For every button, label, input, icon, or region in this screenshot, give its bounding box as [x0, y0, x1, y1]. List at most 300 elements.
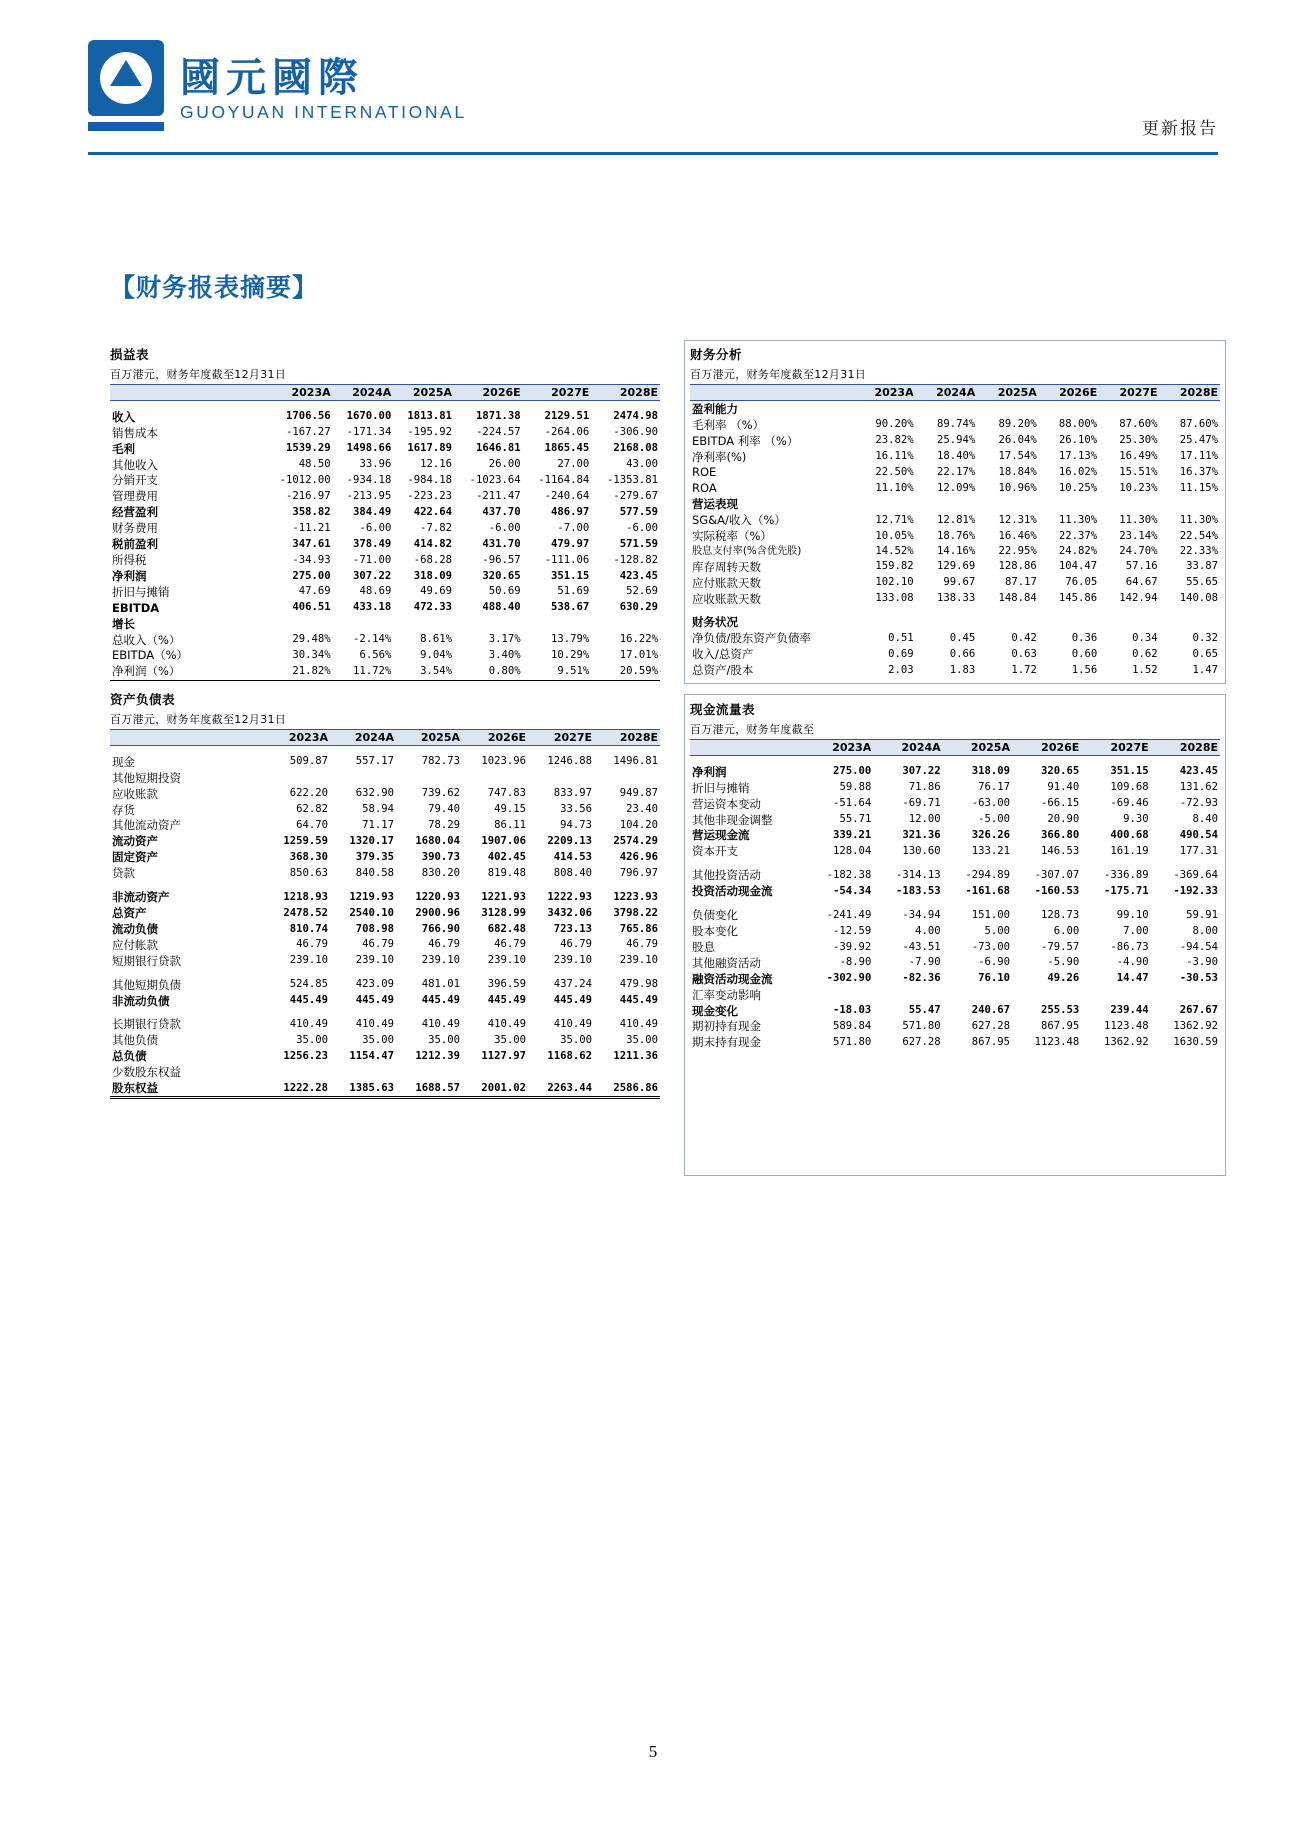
cell: 102.10: [875, 576, 914, 589]
cell: 1154.47: [349, 1049, 394, 1062]
cell: 22.37%: [1058, 529, 1098, 542]
cell: 239.10: [619, 954, 658, 967]
cell: 11.10%: [875, 481, 914, 494]
cell: 22.33%: [1179, 545, 1218, 558]
cell: 159.82: [875, 560, 914, 573]
cell: -1353.81: [606, 474, 658, 487]
cell: 130.60: [902, 844, 941, 857]
row-label: 分销开支: [112, 473, 158, 488]
cell: -984.18: [407, 474, 453, 487]
cell: 479.97: [551, 537, 590, 550]
table-row: [110, 616, 660, 632]
cell: 1222.28: [264, 1080, 330, 1097]
company-logo: [88, 40, 164, 116]
cell: -51.64: [833, 797, 872, 810]
cell: -1023.64: [469, 474, 521, 487]
cell: 58.94: [362, 803, 394, 816]
cell: 402.45: [487, 850, 526, 863]
cell: 2900.96: [415, 906, 460, 919]
col-head-3: 2025A: [396, 730, 462, 746]
cell: 782.73: [421, 755, 460, 768]
cell: 55.71: [839, 813, 872, 826]
cell: -192.33: [1173, 884, 1218, 897]
table-row: [110, 584, 660, 600]
cell: -241.49: [826, 908, 872, 921]
cell: [462, 1065, 528, 1081]
table-header-row: [110, 730, 660, 746]
cell: 240.67: [971, 1004, 1010, 1017]
table-row: [110, 505, 660, 521]
row-label: 其他短期投资: [112, 770, 181, 785]
row-label: 其他投资活动: [692, 868, 761, 883]
logo-chinese-name: 國元國際: [180, 55, 364, 101]
row-label: 总负债: [112, 1049, 147, 1064]
cell: 49.26: [1047, 972, 1080, 985]
row-label: 流动负债: [112, 921, 158, 936]
table-row: [110, 600, 660, 616]
cell: [462, 770, 528, 786]
cell: 8.00: [1192, 924, 1218, 937]
cell: 850.63: [289, 866, 328, 879]
cell: -6.00: [359, 521, 392, 534]
cell: 1023.96: [481, 755, 526, 768]
cell: 524.85: [289, 978, 328, 991]
cell: 4.00: [915, 924, 941, 937]
cell: 481.01: [421, 978, 460, 991]
table-row: [110, 905, 660, 921]
cell: 87.60%: [1179, 418, 1218, 431]
cell: 145.86: [1058, 592, 1098, 605]
row-label: 净利润: [112, 568, 147, 583]
row-label: 其他短期负债: [112, 977, 181, 992]
cell: 20.59%: [591, 664, 660, 680]
cell: -68.28: [413, 553, 453, 566]
cell: 622.20: [289, 787, 328, 800]
cell: -1012.00: [279, 474, 331, 487]
spacer: [110, 746, 660, 755]
cell: 1.56: [1071, 663, 1098, 676]
document-type-label: 更新报告: [1142, 119, 1218, 139]
cell: -175.71: [1103, 884, 1149, 897]
cell: 796.97: [619, 866, 658, 879]
row-label: 实际税率（%）: [692, 529, 772, 544]
cell: 1320.17: [349, 834, 394, 847]
cell: 1168.62: [547, 1049, 592, 1062]
cell: -12.59: [833, 924, 872, 937]
cell: -71.00: [353, 553, 392, 566]
cell: -306.90: [613, 426, 658, 439]
cell: 10.29%: [551, 649, 590, 662]
cell: 723.13: [553, 922, 592, 935]
cell: 2574.29: [613, 834, 658, 847]
cell: 23.82%: [875, 434, 914, 447]
cell: 14.52%: [875, 545, 914, 558]
cell: 410.49: [289, 1018, 328, 1031]
cell: 318.09: [971, 765, 1010, 778]
cell: -86.73: [1110, 940, 1149, 953]
cell: 23.14%: [1119, 529, 1158, 542]
row-label: 收入/总资产: [692, 647, 754, 662]
cell: 99.10: [1116, 908, 1149, 921]
row-label: EBITDA: [112, 600, 160, 615]
cell: -128.82: [613, 553, 658, 566]
cell: 18.84%: [998, 466, 1037, 479]
cell: 30.34%: [292, 649, 331, 662]
cell: 682.48: [487, 922, 526, 935]
cell: -160.53: [1034, 884, 1080, 897]
cell: [591, 616, 660, 632]
col-head-1: 2023A: [264, 730, 330, 746]
cell: 22.54%: [1179, 529, 1218, 542]
table-row: [110, 802, 660, 818]
cell: 708.98: [355, 922, 394, 935]
cell: 35.00: [362, 1033, 394, 1046]
cell: 43.00: [626, 458, 658, 471]
cell: 21.82%: [264, 664, 333, 680]
cell: 1706.56: [285, 410, 331, 423]
cell: 9.04%: [420, 649, 453, 662]
cell: 6.00: [1053, 924, 1080, 937]
cell: 867.95: [971, 1035, 1010, 1048]
financial-analysis-title: 财务分析: [690, 347, 743, 362]
cell: 318.09: [413, 569, 453, 582]
cell: 433.18: [353, 601, 392, 614]
cell: 10.23%: [1119, 481, 1158, 494]
cell: 1680.04: [415, 834, 460, 847]
cell: -94.54: [1179, 940, 1218, 953]
cell: 765.86: [619, 922, 658, 935]
col-head-5: 2027E: [528, 730, 594, 746]
col-head-5: 2027E: [523, 385, 592, 401]
cell: 867.95: [1041, 1020, 1080, 1033]
cell: 423.45: [1179, 765, 1218, 778]
cell: 46.79: [296, 938, 328, 951]
spacer: [110, 969, 660, 977]
cell: -30.53: [1179, 972, 1218, 985]
cash-flow-title: 现金流量表: [690, 702, 756, 717]
cell: -39.92: [833, 940, 872, 953]
cell: 16.11%: [875, 450, 914, 463]
table-row: [110, 632, 660, 648]
cell: -66.15: [1041, 797, 1080, 810]
col-head-6: 2028E: [1151, 740, 1220, 756]
cell: -302.90: [826, 972, 872, 985]
table-row: [110, 1049, 660, 1065]
cell: -111.06: [544, 553, 590, 566]
cell: [264, 1065, 330, 1081]
row-label: 期初持有现金: [692, 1019, 761, 1034]
cell: -18.03: [833, 1004, 872, 1017]
cell: 35.00: [428, 1033, 460, 1046]
row-label: 净利率(%): [692, 449, 747, 464]
cell: 239.10: [355, 954, 394, 967]
header-divider: [88, 152, 1218, 155]
cell: 1123.48: [1103, 1020, 1149, 1033]
cell: 414.53: [553, 850, 592, 863]
cell: 1259.59: [283, 834, 328, 847]
col-head-2: 2024A: [873, 740, 942, 756]
col-head-6: 2028E: [591, 385, 660, 401]
cell: 129.69: [936, 560, 976, 573]
cell: 410.49: [421, 1018, 460, 1031]
cell: -8.90: [839, 956, 872, 969]
cell: 109.68: [1110, 781, 1149, 794]
cell: 423.09: [355, 978, 394, 991]
cell: 14.16%: [936, 545, 976, 558]
cell: 351.15: [1110, 765, 1149, 778]
cell: 445.49: [487, 994, 526, 1007]
cell: 1871.38: [476, 410, 521, 423]
cell: -54.34: [833, 884, 872, 897]
table-row: [110, 754, 660, 770]
table-row: [110, 890, 660, 906]
row-label: 股东权益: [110, 1080, 264, 1097]
cell: 1256.23: [283, 1049, 328, 1062]
cell: 320.65: [1041, 765, 1080, 778]
row-label: 资本开支: [692, 844, 738, 859]
cell: 8.61%: [420, 633, 453, 646]
cell: 1.83: [949, 663, 976, 676]
cell: -69.46: [1110, 797, 1149, 810]
cell: 1211.36: [613, 1049, 658, 1062]
cell: -264.06: [544, 426, 590, 439]
cell: [528, 1065, 594, 1081]
cell: 538.67: [551, 601, 590, 614]
cell: 949.87: [619, 787, 658, 800]
cell: 630.29: [619, 601, 658, 614]
cell: 808.40: [553, 866, 592, 879]
cell: 445.49: [421, 994, 460, 1007]
cell: 239.10: [289, 954, 328, 967]
row-label: 净负债/股东资产负债率: [692, 631, 811, 646]
cell: 26.00: [488, 458, 521, 471]
cell: 7.00: [1123, 924, 1149, 937]
cell: 35.00: [626, 1033, 658, 1046]
table-row: [110, 818, 660, 834]
cell: [523, 616, 592, 632]
cell: -73.00: [971, 940, 1010, 953]
row-label: 短期银行贷款: [112, 953, 181, 968]
financial-analysis-border: [684, 340, 1226, 684]
cell: -5.90: [1047, 956, 1080, 969]
cell: 89.74%: [936, 418, 976, 431]
cell: 326.26: [971, 829, 1010, 842]
cell: -7.00: [557, 521, 590, 534]
row-label: 贷款: [112, 866, 135, 881]
cell: 1907.06: [481, 834, 526, 847]
cell: 0.62: [1132, 647, 1158, 660]
row-label: 股息支付率(%含优先股): [692, 546, 802, 558]
row-label: 总收入（%）: [112, 632, 181, 647]
table-row: [110, 850, 660, 866]
cell: 138.33: [936, 592, 976, 605]
cell: 1219.93: [349, 890, 394, 903]
table-row: [110, 937, 660, 953]
income-statement-title: 损益表: [110, 347, 150, 362]
cell: 1865.45: [544, 442, 590, 455]
cell: -171.34: [346, 426, 392, 439]
cell: 26.04%: [998, 434, 1037, 447]
row-label: 营运现金流: [692, 828, 750, 843]
table-row: [110, 834, 660, 850]
cell: 12.00: [908, 813, 941, 826]
cell: 1123.48: [1034, 1035, 1080, 1048]
cell: 86.11: [494, 819, 526, 832]
row-label: EBITDA（%）: [112, 648, 189, 663]
cell: 3.17%: [488, 633, 521, 646]
col-head-3: 2025A: [977, 385, 1039, 401]
cell: 151.00: [971, 908, 1010, 921]
cell: 46.79: [494, 938, 526, 951]
cell: -211.47: [476, 489, 521, 502]
row-label: 非流动负债: [112, 993, 170, 1008]
cell: 17.11%: [1179, 450, 1218, 463]
cell: 10.96%: [998, 481, 1037, 494]
cell: 422.64: [413, 505, 453, 518]
cell: 3798.22: [613, 906, 658, 919]
logo-mark-icon: [88, 40, 164, 116]
cell: 426.96: [619, 850, 658, 863]
cell: 390.73: [421, 850, 460, 863]
cell: 1246.88: [547, 755, 592, 768]
cell: 27.00: [557, 458, 590, 471]
cell: 0.36: [1071, 631, 1098, 644]
cell: 59.88: [839, 781, 872, 794]
cell: [333, 616, 394, 632]
cell: 1362.92: [1173, 1020, 1218, 1033]
row-label: 负债变化: [692, 908, 738, 923]
cell: 35.00: [494, 1033, 526, 1046]
cell: 177.31: [1179, 844, 1218, 857]
cell: 18.40%: [936, 450, 976, 463]
cell: 414.82: [413, 537, 453, 550]
cell: 351.15: [551, 569, 590, 582]
cell: 423.45: [619, 569, 658, 582]
cell: 320.65: [482, 569, 521, 582]
cell: 1127.97: [481, 1049, 526, 1062]
cell: 0.51: [888, 631, 914, 644]
cell: 46.79: [428, 938, 460, 951]
cell: 52.69: [626, 585, 658, 598]
col-head-4: 2026E: [462, 730, 528, 746]
cell: 12.09%: [936, 481, 976, 494]
cell: 1221.93: [481, 890, 526, 903]
cell: 0.32: [1192, 631, 1218, 644]
cell: 1220.93: [415, 890, 460, 903]
cell: 445.49: [355, 994, 394, 1007]
cell: 445.49: [553, 994, 592, 1007]
cell: 255.53: [1041, 1004, 1080, 1017]
table-row: [110, 425, 660, 441]
cell: 472.33: [413, 601, 453, 614]
cell: -4.90: [1116, 956, 1149, 969]
page-number: 5: [648, 1742, 658, 1761]
table-row: [110, 648, 660, 664]
cell: 1212.39: [415, 1049, 460, 1062]
cell: -79.57: [1041, 940, 1080, 953]
cell: 35.00: [296, 1033, 328, 1046]
row-label: 增长: [112, 616, 135, 631]
cell: 91.40: [1047, 781, 1080, 794]
cell: -294.89: [965, 868, 1010, 881]
cell: 1222.93: [547, 890, 592, 903]
cell: 78.29: [428, 819, 460, 832]
cell: 437.70: [482, 505, 521, 518]
cell: 17.01%: [619, 649, 658, 662]
page-title: 【财务报表摘要】: [110, 273, 319, 302]
cell: -195.92: [407, 426, 453, 439]
cell: 307.22: [353, 569, 392, 582]
cell: 49.69: [420, 585, 453, 598]
cell: 22.50%: [875, 466, 914, 479]
cell: 148.84: [998, 592, 1037, 605]
cell: 627.28: [971, 1020, 1010, 1033]
row-label: 净利润（%）: [110, 664, 264, 680]
cell: -182.38: [826, 868, 872, 881]
cell: 2540.10: [349, 906, 394, 919]
balance-sheet-table: [110, 729, 660, 1099]
cell: 239.10: [487, 954, 526, 967]
table-row: [110, 1017, 660, 1033]
cell: 16.37%: [1179, 466, 1218, 479]
cell: 128.04: [833, 844, 872, 857]
cell: -223.23: [407, 489, 453, 502]
cell: 10.25%: [1058, 481, 1098, 494]
cell: 347.61: [292, 537, 331, 550]
cell: 833.97: [553, 787, 592, 800]
cell: 11.30%: [1119, 513, 1158, 526]
cell: -6.00: [488, 521, 521, 534]
cell: 25.30%: [1119, 434, 1158, 447]
cell: -161.68: [965, 884, 1010, 897]
row-label: 销售成本: [112, 425, 158, 440]
spacer: [110, 882, 660, 890]
table-row: [110, 866, 660, 882]
cell: 62.82: [296, 803, 328, 816]
cell: 12.71%: [875, 513, 914, 526]
table-row: [110, 1080, 660, 1097]
cell: 16.49%: [1119, 450, 1158, 463]
cell: 589.84: [833, 1020, 872, 1033]
cell: -7.90: [908, 956, 941, 969]
cell: [396, 1065, 462, 1081]
col-head-4: 2026E: [1039, 385, 1099, 401]
col-head-1: 2023A: [854, 385, 916, 401]
cash-flow-border: [684, 694, 1226, 1176]
cell: 571.80: [833, 1035, 872, 1048]
row-label: 流动资产: [112, 834, 158, 849]
cell: 23.40: [626, 803, 658, 816]
row-label: 经营盈利: [112, 505, 158, 520]
cell: 71.86: [908, 781, 941, 794]
cell: 0.69: [888, 647, 914, 660]
row-label: 管理费用: [112, 489, 158, 504]
cell: 2209.13: [547, 834, 592, 847]
cell: 410.49: [619, 1018, 658, 1031]
cell: 358.82: [292, 505, 331, 518]
cell: 384.49: [353, 505, 392, 518]
table-header-row: [110, 385, 660, 401]
cell: 33.56: [560, 803, 592, 816]
cell: 11.30%: [1058, 513, 1098, 526]
cell: 33.87: [1186, 560, 1218, 573]
cell: -2.14%: [353, 633, 392, 646]
cell: 89.20%: [998, 418, 1037, 431]
cell: -72.93: [1179, 797, 1218, 810]
col-head-6: 2028E: [1160, 385, 1220, 401]
row-label: 固定资产: [112, 850, 158, 865]
table-row: [110, 1065, 660, 1081]
